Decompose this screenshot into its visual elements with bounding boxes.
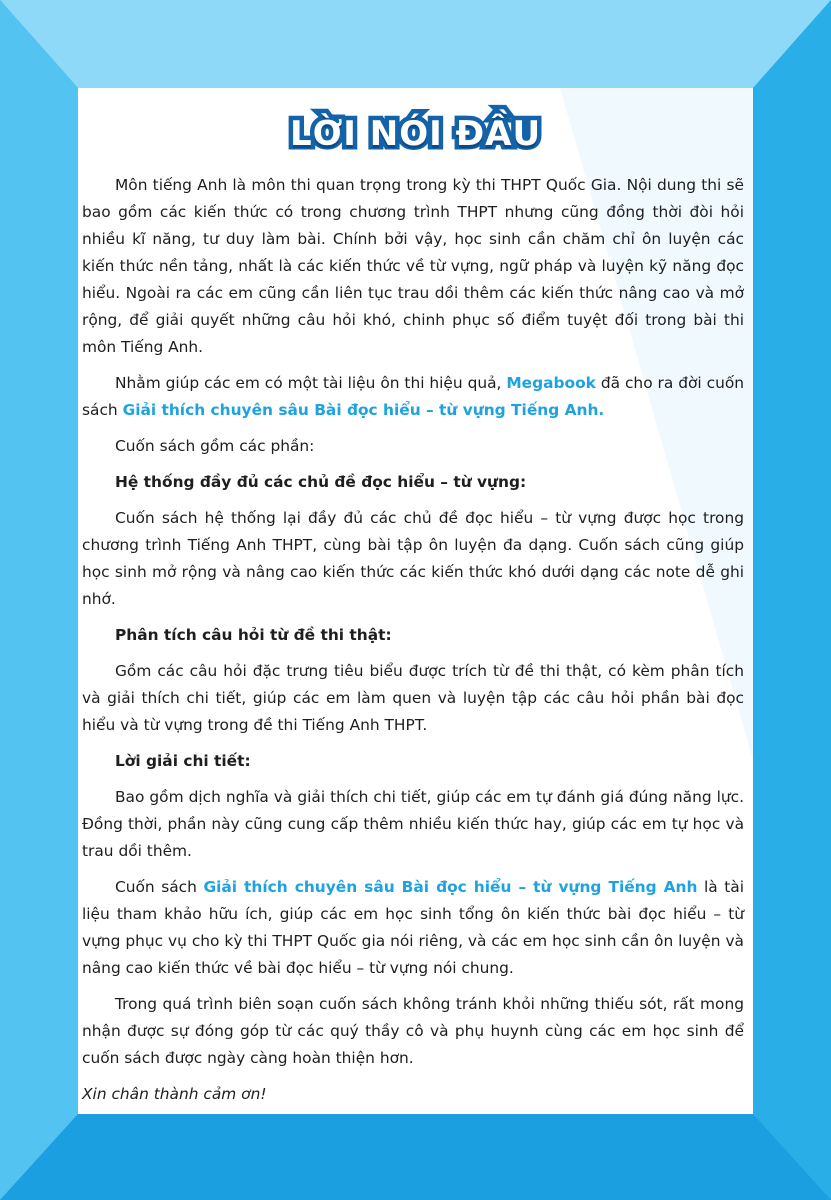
- section-heading-topics: Hệ thống đầy đủ các chủ đề đọc hiểu – từ vựng:: [115, 473, 527, 491]
- summary-text-before: Cuốn sách: [115, 878, 204, 896]
- section-body-exam-analysis: Gồm các câu hỏi đặc trưng tiêu biểu được trích từ đề thi thật, có kèm phân tích và giải thích chi tiết, giúp các em làm quen và luyện tập các câu hỏi phần bài đọc hiểu và từ vựng trong đề thi Tiếng Anh THPT.: [82, 662, 744, 734]
- summary-book-title: Giải thích chuyên sâu Bài đọc hiểu – từ vựng Tiếng Anh: [203, 878, 698, 896]
- purpose-text-middle: đã cho ra đời cuốn sách: [82, 374, 744, 419]
- bevel-left: [0, 0, 78, 1200]
- brand-name: Megabook: [506, 374, 596, 392]
- summary-text-after: là tài liệu tham khảo hữu ích, giúp các em học sinh tổng ôn kiến thức bài đọc hiểu – từ vựng phục vụ cho kỳ thi THPT Quốc gia nói riêng, và các em học sinh cần ôn luyện và nâng cao kiến thức về bài đọc hiểu – từ vựng nói chung.: [82, 878, 745, 977]
- thanks-line: Xin chân thành cảm ơn!: [82, 1085, 267, 1103]
- section-heading-exam-analysis: Phân tích câu hỏi từ đề thi thật:: [115, 626, 392, 644]
- content: [82, 172, 744, 1108]
- section-body-solutions: Bao gồm dịch nghĩa và giải thích chi tiết, giúp các em tự đánh giá đúng năng lực. Đồng thời, phần này cũng cung cấp thêm nhiều kiến thức hay, giúp các em tự học và trau dồi thêm.: [82, 788, 744, 860]
- parts-intro: Cuốn sách gồm các phần:: [115, 437, 315, 455]
- closing-paragraph: Trong quá trình biên soạn cuốn sách không tránh khỏi những thiếu sót, rất mong nhận được sự đóng góp từ các quý thầy cô và phụ huynh cùng các em học sinh để cuốn sách được ngày càng hoàn thiện hơn.: [82, 995, 744, 1067]
- section-body-topics: Cuốn sách hệ thống lại đầy đủ các chủ đề đọc hiểu – từ vựng được học trong chương trình Tiếng Anh THPT, cùng bài tập ôn luyện đa dạng. Cuốn sách cũng giúp học sinh mở rộng và nâng cao kiến thức các kiến thức khó dưới dạng các note dễ ghi nhớ.: [82, 509, 744, 608]
- bevel-bottom: [0, 1114, 831, 1200]
- purpose-text-before: Nhằm giúp các em có một tài liệu ôn thi hiệu quả,: [115, 374, 507, 392]
- intro-paragraph: Môn tiếng Anh là môn thi quan trọng trong kỳ thi THPT Quốc Gia. Nội dung thi sẽ bao gồm các kiến thức có trong chương trình THPT nhưng cũng đồng thời đòi hỏi nhiều kĩ năng, tư duy làm bài. Chính bởi vậy, học sinh cần chăm chỉ ôn luyện các kiến thức nền tảng, nhất là các kiến thức về từ vựng, ngữ pháp và luyện kỹ năng đọc hiểu. Ngoài ra các em cũng cần liên tục trau dồi thêm các kiến thức nâng cao và mở rộng, để giải quyết những câu hỏi khó, chinh phục số điểm tuyệt đối trong bài thi môn Tiếng Anh.: [82, 176, 744, 356]
- bevel-right: [753, 0, 831, 1200]
- bevel-top: [0, 0, 831, 88]
- book-title: Giải thích chuyên sâu Bài đọc hiểu – từ vựng Tiếng Anh.: [122, 401, 605, 419]
- title-wrap: [0, 112, 831, 156]
- section-heading-solutions: Lời giải chi tiết:: [115, 752, 251, 770]
- page-title: LỜI NÓI ĐẦU: [289, 114, 542, 154]
- summary-paragraph: [82, 874, 744, 982]
- purpose-paragraph: [82, 370, 744, 424]
